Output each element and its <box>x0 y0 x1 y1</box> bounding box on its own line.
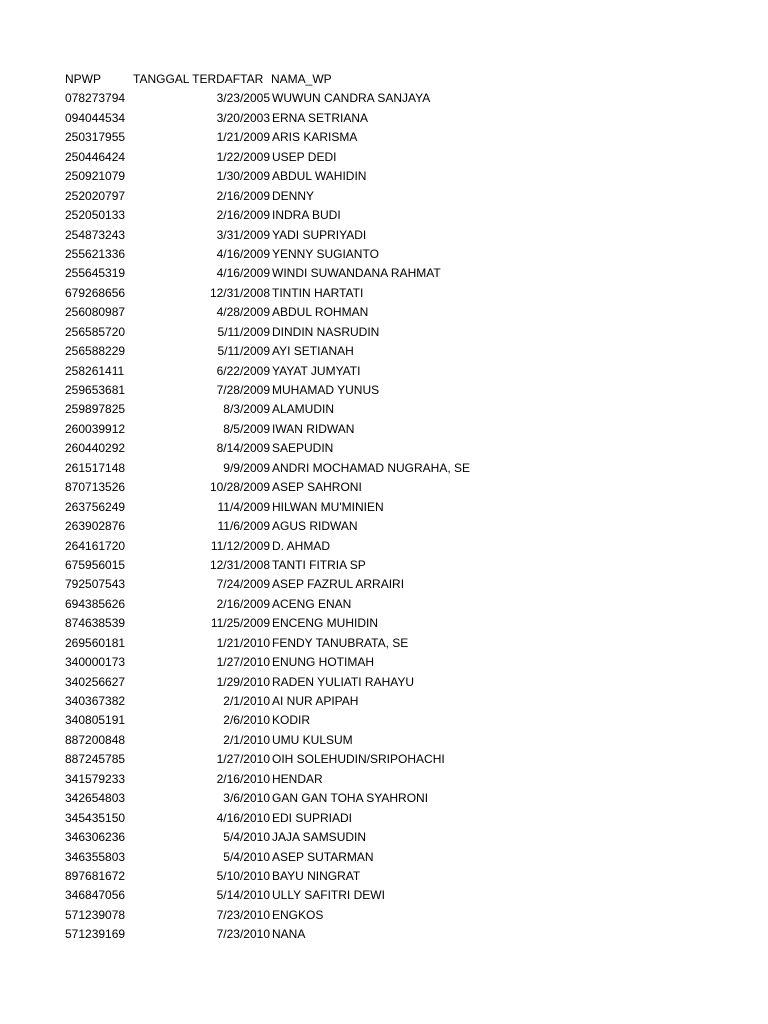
table-row <box>0 614 768 633</box>
nama-cell: ASEP SAHRONI <box>272 480 362 495</box>
npwp-cell: 269560181 <box>65 635 126 650</box>
tanggal-cell: 7/28/2009 <box>216 383 270 397</box>
npwp-cell: 340367382 <box>65 694 126 708</box>
tanggal-cell: 2/16/2009 <box>216 208 270 223</box>
table-row <box>0 342 768 361</box>
tanggal-cell: 1/30/2009 <box>216 169 270 184</box>
tanggal-cell: 8/5/2009 <box>223 421 270 436</box>
tanggal-cell: 12/31/2008 <box>209 285 270 300</box>
npwp-cell: 340805191 <box>65 713 126 728</box>
npwp-cell: 345435150 <box>65 810 126 825</box>
nama-cell: HILWAN MU'MINIEN <box>272 499 384 514</box>
table-row <box>0 886 768 905</box>
table-row <box>0 575 768 594</box>
nama-cell: ABDUL WAHIDIN <box>272 169 367 184</box>
table-row <box>0 128 768 147</box>
table-row <box>0 867 768 886</box>
table-row <box>0 750 768 769</box>
nama-cell: ENGKOS <box>272 907 324 922</box>
tanggal-cell: 3/31/2009 <box>216 227 270 242</box>
tanggal-cell: 4/28/2009 <box>216 305 270 320</box>
nama-cell: AGUS RIDWAN <box>272 519 358 534</box>
tanggal-cell: 1/21/2009 <box>216 130 270 145</box>
tanggal-cell: 3/6/2010 <box>223 791 270 806</box>
nama-cell: EDI SUPRIADI <box>272 810 353 825</box>
tanggal-cell: 10/28/2009 <box>209 480 270 495</box>
nama-cell: JAJA SAMSUDIN <box>272 830 367 845</box>
npwp-cell: 264161720 <box>65 538 126 553</box>
tanggal-cell: 1/22/2009 <box>216 149 270 164</box>
table-row <box>0 634 768 653</box>
npwp-cell: 254873243 <box>65 227 126 242</box>
nama-cell: ABDUL ROHMAN <box>272 305 369 320</box>
table-row <box>0 731 768 750</box>
nama-cell: ARIS KARISMA <box>272 130 358 145</box>
npwp-cell: 679268656 <box>65 285 126 300</box>
nama-cell: ACENG ENAN <box>272 596 352 611</box>
table-row <box>0 556 768 575</box>
nama-cell: GAN GAN TOHA SYAHRONI <box>272 791 429 806</box>
nama-cell: ASEP FAZRUL ARRAIRI <box>272 577 405 592</box>
tanggal-cell: 1/21/2010 <box>216 635 270 650</box>
tanggal-cell: 5/14/2010 <box>216 888 270 903</box>
nama-cell: TANTI FITRIA SP <box>272 557 366 572</box>
npwp-cell: 252020797 <box>65 188 126 203</box>
npwp-cell: 256588229 <box>65 344 126 359</box>
table-row <box>0 362 768 381</box>
npwp-cell: 675956015 <box>65 557 126 572</box>
header-tanggal-terdaftar: TANGGAL TERDAFTAR <box>133 72 264 86</box>
tanggal-cell: 12/31/2008 <box>209 557 270 572</box>
tanggal-cell: 9/9/2009 <box>223 460 270 475</box>
npwp-cell: 259653681 <box>65 383 126 397</box>
nama-cell: USEP DEDI <box>272 149 337 164</box>
npwp-cell: 571239169 <box>65 927 126 942</box>
tanggal-cell: 11/4/2009 <box>217 499 270 514</box>
table-row <box>0 848 768 867</box>
nama-cell: AI NUR APIPAH <box>272 694 359 708</box>
table-row <box>0 711 768 730</box>
nama-cell: ENUNG HOTIMAH <box>272 655 374 670</box>
npwp-cell: 255645319 <box>65 266 126 281</box>
table-row <box>0 206 768 225</box>
table-row <box>0 284 768 303</box>
table-row <box>0 673 768 692</box>
table-row <box>0 323 768 342</box>
nama-cell: SAEPUDIN <box>272 441 334 456</box>
nama-cell: AYI SETIANAH <box>272 344 354 359</box>
table-row <box>0 420 768 439</box>
npwp-cell: 341579233 <box>65 771 126 786</box>
npwp-cell: 694385626 <box>65 596 126 611</box>
table-row <box>0 226 768 245</box>
table-row <box>0 498 768 517</box>
table-row <box>0 692 768 711</box>
table-row <box>0 381 768 400</box>
nama-cell: WUWUN CANDRA SANJAYA <box>272 91 431 106</box>
table-row <box>0 167 768 186</box>
npwp-cell: 250921079 <box>65 169 126 184</box>
npwp-cell: 094044534 <box>65 110 126 125</box>
tanggal-cell: 1/27/2010 <box>216 655 270 670</box>
tanggal-cell: 2/6/2010 <box>223 713 270 728</box>
tanggal-cell: 5/4/2010 <box>223 849 270 864</box>
npwp-cell: 346306236 <box>65 830 126 845</box>
npwp-cell: 260039912 <box>65 421 126 436</box>
tanggal-cell: 4/16/2009 <box>216 266 270 281</box>
npwp-cell: 260440292 <box>65 441 126 456</box>
tanggal-cell: 7/23/2010 <box>216 907 270 922</box>
tanggal-cell: 2/1/2010 <box>223 694 270 708</box>
npwp-cell: 887200848 <box>65 732 126 747</box>
table-body <box>0 89 768 944</box>
npwp-cell: 256585720 <box>65 324 126 339</box>
tanggal-cell: 7/23/2010 <box>216 927 270 942</box>
tanggal-cell: 4/16/2009 <box>216 246 270 261</box>
tanggal-cell: 5/11/2009 <box>217 324 270 339</box>
npwp-cell: 346355803 <box>65 849 126 864</box>
tanggal-cell: 3/20/2003 <box>216 110 270 125</box>
header-nama-wp: NAMA_WP <box>271 72 332 86</box>
tanggal-cell: 8/14/2009 <box>216 441 270 456</box>
table-row <box>0 303 768 322</box>
tanggal-cell: 8/3/2009 <box>223 402 270 417</box>
nama-cell: UMU KULSUM <box>272 732 353 747</box>
tanggal-cell: 3/23/2005 <box>216 91 270 106</box>
table-row <box>0 478 768 497</box>
table-row <box>0 925 768 944</box>
tanggal-cell: 11/25/2009 <box>210 616 270 631</box>
table-row <box>0 245 768 264</box>
table-row <box>0 89 768 108</box>
nama-cell: YAYAT JUMYATI <box>272 363 361 378</box>
tanggal-cell: 7/24/2009 <box>216 577 270 592</box>
table-row <box>0 828 768 847</box>
nama-cell: ALAMUDIN <box>272 402 335 417</box>
npwp-cell: 258261411 <box>65 363 125 378</box>
nama-cell: ANDRI MOCHAMAD NUGRAHA, SE <box>272 460 471 475</box>
nama-cell: ERNA SETRIANA <box>272 110 369 125</box>
tanggal-cell: 1/27/2010 <box>216 752 270 767</box>
tanggal-cell: 4/16/2010 <box>216 810 270 825</box>
tanggal-cell: 1/29/2010 <box>216 674 270 689</box>
table-row <box>0 595 768 614</box>
npwp-cell: 259897825 <box>65 402 126 417</box>
nama-cell: NANA <box>272 927 306 942</box>
nama-cell: YADI SUPRIYADI <box>272 227 367 242</box>
nama-cell: DENNY <box>272 188 315 203</box>
table-row <box>0 148 768 167</box>
nama-cell: TINTIN HARTATI <box>272 285 364 300</box>
nama-cell: DINDIN NASRUDIN <box>272 324 380 339</box>
npwp-cell: 263902876 <box>65 519 126 534</box>
table-row <box>0 264 768 283</box>
table-row <box>0 906 768 925</box>
table-row <box>0 770 768 789</box>
nama-cell: ENCENG MUHIDIN <box>272 616 379 631</box>
nama-cell: IWAN RIDWAN <box>272 421 355 436</box>
npwp-cell: 255621336 <box>65 246 126 261</box>
nama-cell: KODIR <box>272 713 311 728</box>
tanggal-cell: 2/16/2010 <box>216 771 270 786</box>
nama-cell: ASEP SUTARMAN <box>272 849 374 864</box>
nama-cell: HENDAR <box>272 771 323 786</box>
table-row <box>0 809 768 828</box>
nama-cell: FENDY TANUBRATA, SE <box>272 635 409 650</box>
tanggal-cell: 2/16/2009 <box>216 188 270 203</box>
npwp-cell: 256080987 <box>65 305 126 320</box>
header-npwp: NPWP <box>65 72 101 86</box>
npwp-cell: 252050133 <box>65 208 126 223</box>
nama-cell: INDRA BUDI <box>272 208 341 223</box>
npwp-cell: 263756249 <box>65 499 126 514</box>
table-row <box>0 439 768 458</box>
npwp-cell: 870713526 <box>65 480 126 495</box>
npwp-cell: 261517148 <box>65 460 126 475</box>
tanggal-cell: 11/6/2009 <box>217 519 270 534</box>
nama-cell: RADEN YULIATI RAHAYU <box>272 674 415 689</box>
tanggal-cell: 11/12/2009 <box>210 538 270 553</box>
nama-cell: D. AHMAD <box>272 538 331 553</box>
taxpayer-table <box>0 70 768 945</box>
npwp-cell: 250317955 <box>65 130 126 145</box>
nama-cell: OIH SOLEHUDIN/SRIPOHACHI <box>272 752 445 767</box>
nama-cell: WINDI SUWANDANA RAHMAT <box>272 266 441 281</box>
nama-cell: MUHAMAD YUNUS <box>272 383 380 397</box>
npwp-cell: 887245785 <box>65 752 126 767</box>
npwp-cell: 874638539 <box>65 616 126 631</box>
nama-cell: ULLY SAFITRI DEWI <box>272 888 385 903</box>
tanggal-cell: 5/4/2010 <box>223 830 270 845</box>
table-row <box>0 109 768 128</box>
npwp-cell: 792507543 <box>65 577 126 592</box>
npwp-cell: 346847056 <box>65 888 126 903</box>
npwp-cell: 571239078 <box>65 907 126 922</box>
nama-cell: BAYU NINGRAT <box>272 868 361 883</box>
npwp-cell: 340256627 <box>65 674 126 689</box>
npwp-cell: 250446424 <box>65 149 126 164</box>
nama-cell: YENNY SUGIANTO <box>272 246 379 261</box>
table-row <box>0 459 768 478</box>
table-row <box>0 187 768 206</box>
npwp-cell: 342654803 <box>65 791 126 806</box>
table-row <box>0 517 768 536</box>
table-row <box>0 537 768 556</box>
tanggal-cell: 2/16/2009 <box>216 596 270 611</box>
table-row <box>0 400 768 419</box>
npwp-cell: 078273794 <box>65 91 126 106</box>
tanggal-cell: 5/11/2009 <box>217 344 270 359</box>
npwp-cell: 897681672 <box>65 868 126 883</box>
npwp-cell: 340000173 <box>65 655 126 670</box>
tanggal-cell: 2/1/2010 <box>223 732 270 747</box>
table-row <box>0 653 768 672</box>
tanggal-cell: 6/22/2009 <box>216 363 270 378</box>
header-row <box>0 70 768 89</box>
tanggal-cell: 5/10/2010 <box>216 868 270 883</box>
table-row <box>0 789 768 808</box>
